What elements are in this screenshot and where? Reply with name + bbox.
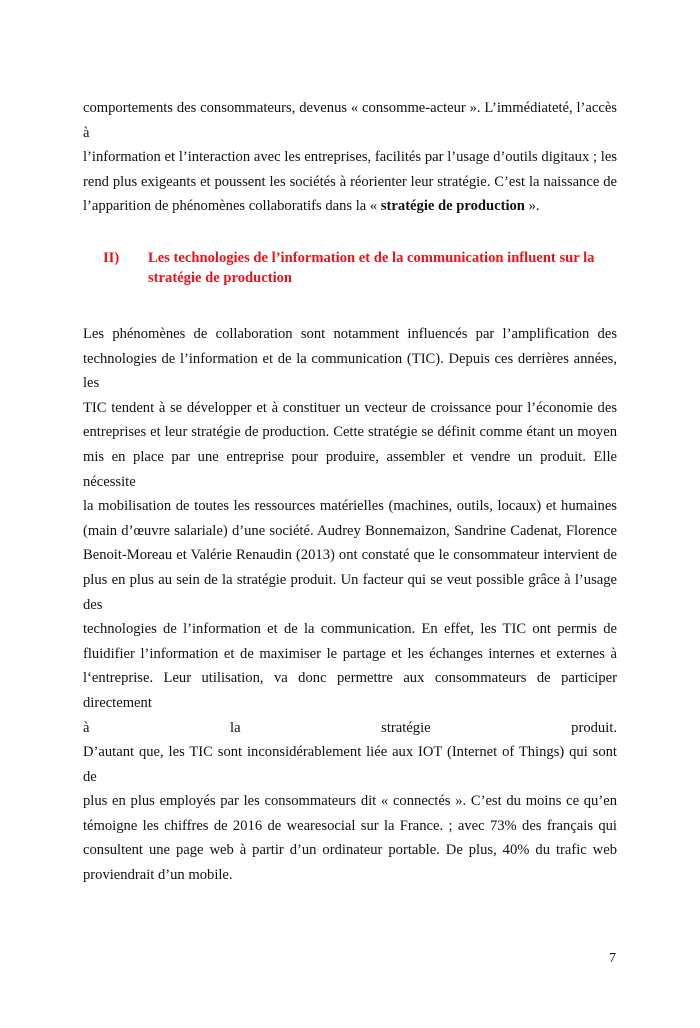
- body-paragraph: [83, 322, 617, 888]
- text-line: témoigne les chiffres de 2016 de wearesocial sur la France. ; avec 73% des français qui: [83, 817, 617, 834]
- text-line: proviendrait d’un mobile.: [83, 867, 233, 884]
- text-line: la mobilisation de toutes les ressources matérielles (machines, outils, locaux) et humaines: [83, 498, 617, 515]
- text-line: comportements des consommateurs, devenus « consomme-acteur ». L’immédiateté, l’accès à: [83, 100, 617, 141]
- text-line: [83, 194, 617, 219]
- text-line: TIC tendent à se développer et à constituer un vecteur de croissance pour l’économie des: [83, 399, 617, 416]
- text-segment: l’apparition de phénomènes collaboratifs dans la «: [83, 198, 381, 215]
- text-line: plus en plus employés par les consommateurs dit « connectés ». C’est du moins ce qu’en: [83, 793, 617, 810]
- text-line: (main d’œuvre salariale) d’une société. Audrey Bonnemaizon, Sandrine Cadenat, Florence: [83, 522, 617, 539]
- text-line: entreprises et leur stratégie de production. Cette stratégie se définit comme étant un moyen: [83, 424, 617, 441]
- text-line: Benoit-Moreau et Valérie Renaudin (2013) ont constaté que le consommateur intervient de: [83, 547, 617, 564]
- text-line: technologies de l’information et de la communication (TIC). Depuis ces derrières années, les: [83, 350, 617, 392]
- text-line: plus en plus au sein de la stratégie produit. Un facteur qui se veut possible grâce à l’usage des: [83, 571, 617, 613]
- page-number: 7: [609, 951, 616, 966]
- section-title: Les technologies de l’information et de la communication influent sur la stratégie de production: [148, 250, 595, 286]
- text-line: fluidifier l’information et de maximiser le partage et les échanges internes et externes à: [83, 645, 617, 662]
- section-number: II): [103, 250, 120, 266]
- text-line: D’autant que, les TIC sont inconsidérablement liée aux IOT (Internet of Things) qui sont de: [83, 744, 617, 785]
- intro-paragraph: [83, 96, 617, 219]
- text-line: rend plus exigeants et poussent les sociétés à réorienter leur stratégie. C’est la naissance de: [83, 173, 617, 190]
- text-line: l‘entreprise. Leur utilisation, va donc permettre aux consommateurs de participer directement: [83, 670, 617, 711]
- text-line: à la stratégie produit.: [83, 719, 617, 736]
- text-line: l’information et l’interaction avec les entreprises, facilités par l’usage d’outils digitaux ; les: [83, 149, 617, 166]
- text-line: consultent une page web à partir d’un ordinateur portable. De plus, 40% du trafic web: [83, 842, 617, 859]
- text-segment: ».: [524, 198, 540, 215]
- text-line: mis en place par une entreprise pour produire, assembler et vendre un produit. Elle nécessite: [83, 448, 617, 490]
- text-line: Les phénomènes de collaboration sont notamment influencés par l’amplification des: [83, 326, 617, 342]
- bold-term: stratégie de production: [380, 198, 525, 215]
- text-line: technologies de l’information et de la communication. En effet, les TIC ont permis de: [83, 621, 617, 638]
